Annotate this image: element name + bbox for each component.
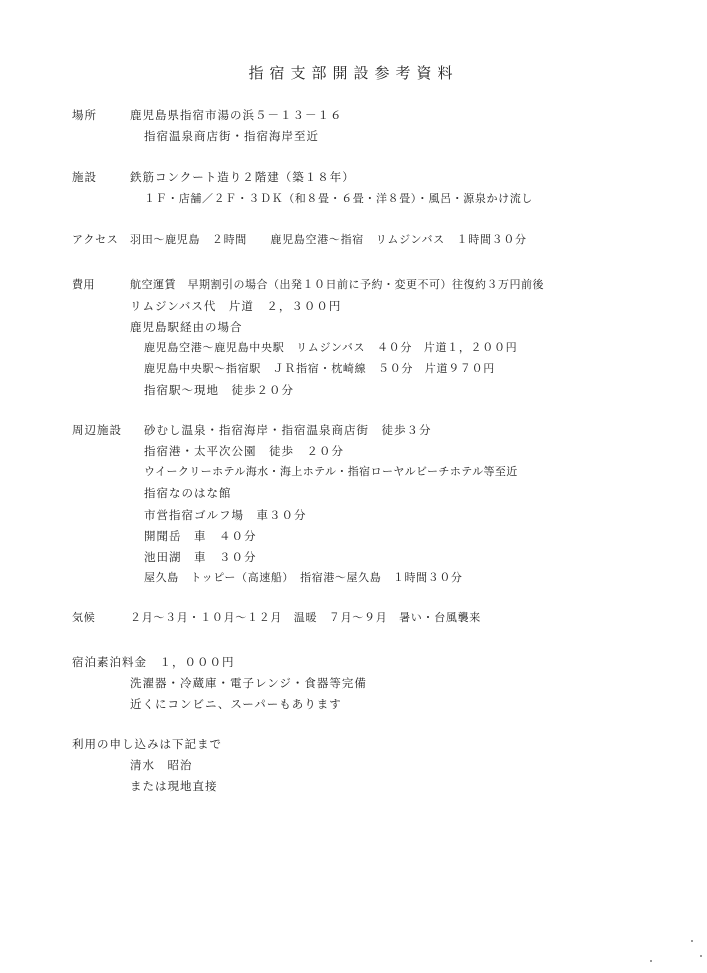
- access-label: アクセス: [72, 233, 119, 246]
- cost-row: [72, 278, 544, 292]
- cost-airfare: 航空運賃 早期割引の場合（出発１０日前に予約・変更不可）往復約３万円前後: [130, 278, 544, 291]
- facility-layout: １Ｆ・店舗／２Ｆ・３ＤＫ（和８畳・６畳・洋８畳）・風呂・源泉かけ流し: [144, 192, 533, 205]
- contact-heading: 利用の申し込みは下記まで: [72, 737, 222, 751]
- facility-structure: 鉄筋コンクート造り２階建（築１８年）: [130, 170, 355, 184]
- scan-speck: [700, 955, 702, 957]
- nearby-item-0: 砂むし温泉・指宿海岸・指宿温泉商店街 徒歩３分: [144, 423, 432, 437]
- nearby-item-3: 指宿なのはな館: [144, 486, 232, 500]
- location-address: 鹿児島県指宿市湯の浜５－１３－１６: [130, 108, 343, 122]
- nearby-item-6: 池田湖 車 ３０分: [144, 550, 257, 564]
- nearby-item-4: 市営指宿ゴルフ場 車３０分: [144, 508, 307, 522]
- nearby-label: 周辺施設: [72, 423, 122, 437]
- cost-label: 費用: [72, 278, 95, 291]
- scan-speck: [691, 940, 693, 942]
- lodging-amenities: 洗濯器・冷蔵庫・電子レンジ・食器等完備: [130, 676, 367, 690]
- nearby-row: [72, 423, 432, 437]
- nearby-item-2: ウイークリーホテル海水・海上ホテル・指宿ローヤルビーチホテル等至近: [144, 465, 518, 478]
- facility-label: 施設: [72, 170, 97, 184]
- lodging-price: 宿泊素泊料金 １，０００円: [72, 655, 235, 669]
- cost-via-kagoshima: 鹿児島駅経由の場合: [130, 320, 243, 334]
- location-row: [72, 108, 343, 122]
- page-title: 指宿支部開設参考資料: [248, 64, 459, 82]
- climate-row: [72, 611, 481, 625]
- contact-alternative: または現地直接: [130, 779, 218, 793]
- scan-speck: [650, 960, 652, 962]
- nearby-item-5: 開聞岳 車 ４０分: [144, 529, 257, 543]
- cost-route-3: 指宿駅～現地 徒歩２０分: [144, 383, 294, 397]
- access-detail: 羽田～鹿児島 ２時間 鹿児島空港～指宿 リムジンバス １時間３０分: [130, 233, 527, 246]
- lodging-nearby-shops: 近くにコンビニ、スーパーもあります: [130, 697, 342, 711]
- cost-route-2: 鹿児島中央駅～指宿駅 ＪＲ指宿・枕崎線 ５０分 片道９７０円: [144, 362, 495, 375]
- access-row: [72, 233, 527, 247]
- nearby-item-1: 指宿港・太平次公園 徒歩 ２０分: [144, 444, 344, 458]
- cost-limousine: リムジンバス代 片道 ２，３００円: [130, 299, 342, 313]
- climate-label: 気候: [72, 611, 96, 624]
- location-note: 指宿温泉商店街・指宿海岸至近: [144, 129, 319, 143]
- location-label: 場所: [72, 108, 97, 122]
- facility-row: [72, 170, 355, 184]
- cost-route-1: 鹿児島空港～鹿児島中央駅 リムジンバス ４０分 片道１，２００円: [144, 341, 518, 354]
- nearby-item-7: 屋久島 トッピー（高速船） 指宿港～屋久島 １時間３０分: [144, 571, 463, 584]
- contact-name: 清水 昭治: [130, 758, 193, 772]
- climate-detail: ２月～３月・１０月～１２月 温暖 ７月～９月 暑い・台風襲来: [130, 611, 481, 624]
